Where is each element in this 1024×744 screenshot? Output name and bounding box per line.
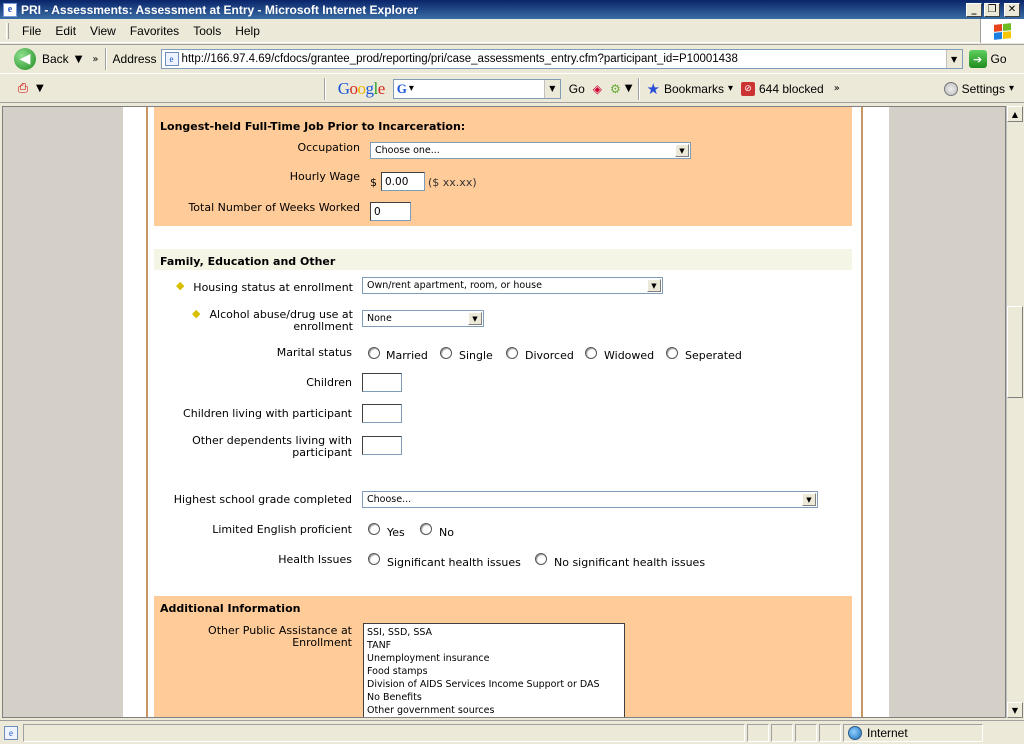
chevron-down-icon[interactable]: ▼ [675, 144, 689, 157]
back-dropdown-icon[interactable]: ▼ [74, 53, 83, 65]
windows-flag-icon [994, 23, 1011, 40]
settings-icon [944, 82, 958, 96]
list-item[interactable]: SSI, SSD, SSA [367, 627, 433, 638]
english-yes-radio[interactable] [368, 523, 380, 535]
options-icon[interactable]: ⚙ [610, 81, 621, 96]
marital-divorced-radio[interactable] [506, 347, 518, 359]
star-icon: ★ [646, 79, 660, 98]
page-viewport [2, 106, 1006, 718]
housing-select[interactable] [362, 277, 663, 294]
list-item[interactable]: Food stamps [367, 666, 428, 677]
close-button[interactable]: ✕ [1004, 3, 1020, 17]
blocked-label: 644 blocked [759, 81, 824, 96]
english-yes-label: Yes [387, 526, 405, 539]
weeks-worked-label: Total Number of Weeks Worked [188, 201, 360, 214]
marital-single-label: Single [459, 349, 493, 362]
internet-globe-icon [848, 726, 862, 740]
vertical-scrollbar[interactable] [1006, 106, 1023, 718]
health-none-radio[interactable] [535, 553, 547, 565]
marital-married-label: Married [386, 349, 428, 362]
english-label: Limited English proficient [212, 523, 352, 536]
google-toolbar [0, 75, 1024, 103]
pdf-icon[interactable]: ⎙ [17, 81, 29, 96]
marital-seperated-label: Seperated [685, 349, 742, 362]
ie-app-icon: e [3, 3, 17, 17]
scroll-down-icon[interactable]: ▼ [1007, 702, 1023, 718]
alcohol-value: None [367, 313, 392, 324]
status-cell [819, 724, 841, 742]
status-bar [0, 720, 1024, 744]
school-grade-select[interactable] [362, 491, 818, 508]
bookmarks-button[interactable] [646, 80, 733, 98]
bookmarks-label: Bookmarks [663, 81, 724, 96]
assistance-label-line1: Other Public Assistance at [208, 624, 352, 637]
back-arrow-icon: ◀ [14, 48, 36, 70]
scroll-up-icon[interactable]: ▲ [1007, 106, 1023, 122]
toolbar-separator [638, 78, 640, 100]
menu-tools[interactable]: Tools [193, 23, 222, 38]
menu-help[interactable]: Help [235, 23, 260, 38]
security-zone[interactable] [843, 724, 983, 742]
back-button[interactable] [14, 48, 82, 70]
popup-blocker-button[interactable] [741, 82, 824, 96]
occupation-select[interactable] [370, 142, 691, 159]
address-label: Address [112, 52, 157, 66]
bookmarks-dropdown-icon: ▾ [727, 83, 733, 94]
hourly-wage-input[interactable]: 0.00 [381, 172, 425, 191]
dependents-label-line1: Other dependents living with [192, 434, 352, 447]
school-grade-value: Choose... [367, 494, 412, 505]
list-item[interactable]: TANF [367, 640, 392, 651]
chevron-down-icon[interactable]: ▼ [468, 312, 482, 325]
menu-bar [0, 19, 1024, 43]
health-issues-label: Health Issues [278, 553, 352, 566]
pagerank-icon[interactable]: ◈ [592, 81, 603, 96]
marital-seperated-radio[interactable] [666, 347, 678, 359]
marital-married-radio[interactable] [368, 347, 380, 359]
housing-value: Own/rent apartment, room, or house [367, 280, 542, 291]
hourly-wage-label: Hourly Wage [289, 170, 360, 183]
menu-favorites[interactable]: Favorites [129, 23, 180, 38]
settings-button[interactable] [944, 82, 1014, 96]
dependents-label-line2: participant [292, 446, 352, 459]
children-living-input[interactable] [362, 404, 402, 423]
minimize-button[interactable]: _ [966, 3, 982, 17]
list-item[interactable]: Unemployment insurance [367, 653, 490, 664]
list-item[interactable]: No Benefits [367, 692, 422, 703]
address-dropdown-icon[interactable]: ▼ [946, 50, 962, 68]
status-cell [795, 724, 817, 742]
occupation-label: Occupation [297, 141, 360, 154]
children-label: Children [306, 376, 352, 389]
menu-view[interactable]: View [90, 23, 116, 38]
restore-button[interactable]: ❐ [984, 3, 1000, 17]
marital-divorced-label: Divorced [525, 349, 574, 362]
go-arrow-icon: ➔ [969, 50, 987, 68]
additional-section-title: Additional Information [160, 602, 301, 615]
menu-file[interactable]: File [22, 23, 42, 38]
marital-widowed-label: Widowed [604, 349, 655, 362]
health-significant-label: Significant health issues [387, 556, 521, 569]
address-input[interactable] [161, 49, 963, 69]
address-url[interactable]: http://166.97.4.69/cfdocs/grantee_prod/reporting/pri/case_assessments_entry.cfm?participant_id=P10001438 [181, 53, 738, 65]
housing-label: Housing status at enrollment [193, 281, 353, 294]
menu-edit[interactable]: Edit [55, 23, 77, 38]
form-page [123, 107, 889, 718]
children-living-label: Children living with participant [183, 407, 352, 420]
google-logo: Google [337, 78, 385, 98]
go-button[interactable] [969, 50, 1007, 68]
english-no-radio[interactable] [420, 523, 432, 535]
windows-logo [980, 19, 1024, 43]
wage-currency: $ [370, 176, 377, 189]
status-cell [771, 724, 793, 742]
left-border-line [146, 107, 148, 718]
wage-format-hint: ($ xx.xx) [428, 176, 477, 189]
assistance-listbox[interactable] [363, 623, 625, 718]
google-go-button[interactable]: Go [568, 81, 585, 96]
health-none-label: No significant health issues [554, 556, 706, 569]
chevron-down-icon[interactable]: ▼ [802, 493, 816, 506]
required-diamond-icon: ◆ [176, 279, 185, 292]
assistance-label-line2: Enrollment [292, 636, 352, 649]
list-item[interactable]: Other government sources [367, 705, 495, 716]
marital-status-label: Marital status [276, 346, 352, 359]
toolbar-overflow-icon[interactable]: » [833, 83, 840, 94]
window-title: PRI - Assessments: Assessment at Entry - Microsoft Internet Explorer [21, 2, 419, 17]
address-toolbar [0, 44, 1024, 74]
job-section-title: Longest-held Full-Time Job Prior to Incarceration: [160, 120, 466, 133]
pdf-dropdown-icon[interactable]: ▼ [36, 83, 44, 94]
children-input[interactable] [362, 373, 402, 392]
google-search-dropdown-icon[interactable]: ▼ [544, 80, 560, 98]
go-label: Go [990, 52, 1007, 66]
school-grade-label: Highest school grade completed [173, 493, 352, 506]
occupation-value: Choose one... [375, 145, 440, 156]
status-text-cell [23, 724, 745, 742]
toolbar-separator [324, 78, 326, 100]
chevron-down-icon[interactable]: ▼ [647, 279, 661, 292]
options-dropdown-icon[interactable]: ▼ [624, 83, 633, 94]
popup-blocked-icon: ⊘ [741, 82, 755, 96]
english-no-label: No [439, 526, 454, 539]
title-bar [0, 0, 1024, 19]
family-section-title: Family, Education and Other [160, 255, 336, 268]
settings-label: Settings [961, 81, 1005, 96]
weeks-worked-input[interactable]: 0 [370, 202, 411, 221]
required-diamond-icon: ◆ [192, 307, 201, 320]
google-g-icon[interactable]: G [396, 80, 407, 96]
toolbar-separator [105, 48, 107, 70]
toolbar-grip[interactable] [6, 23, 9, 39]
dependents-input[interactable] [362, 436, 402, 455]
status-cell [747, 724, 769, 742]
google-search-options-icon[interactable]: ▾ [408, 83, 414, 94]
google-search-input[interactable] [393, 79, 561, 99]
health-significant-radio[interactable] [368, 553, 380, 565]
back-label: Back [42, 52, 69, 66]
settings-dropdown-icon: ▾ [1008, 83, 1014, 94]
right-border-line [861, 107, 863, 718]
scrollbar-thumb[interactable] [1007, 306, 1023, 398]
alcohol-select[interactable] [362, 310, 484, 327]
page-icon: e [165, 52, 179, 66]
page-status-icon: e [4, 726, 18, 740]
marital-widowed-radio[interactable] [585, 347, 597, 359]
list-item[interactable]: Division of AIDS Services Income Support or DAS [367, 679, 600, 690]
alcohol-label-line1: Alcohol abuse/drug use at [209, 308, 353, 321]
toolbar-overflow-icon[interactable]: » [92, 53, 99, 65]
zone-label: Internet [867, 725, 908, 740]
alcohol-label-line2: enrollment [293, 320, 353, 333]
marital-single-radio[interactable] [440, 347, 452, 359]
